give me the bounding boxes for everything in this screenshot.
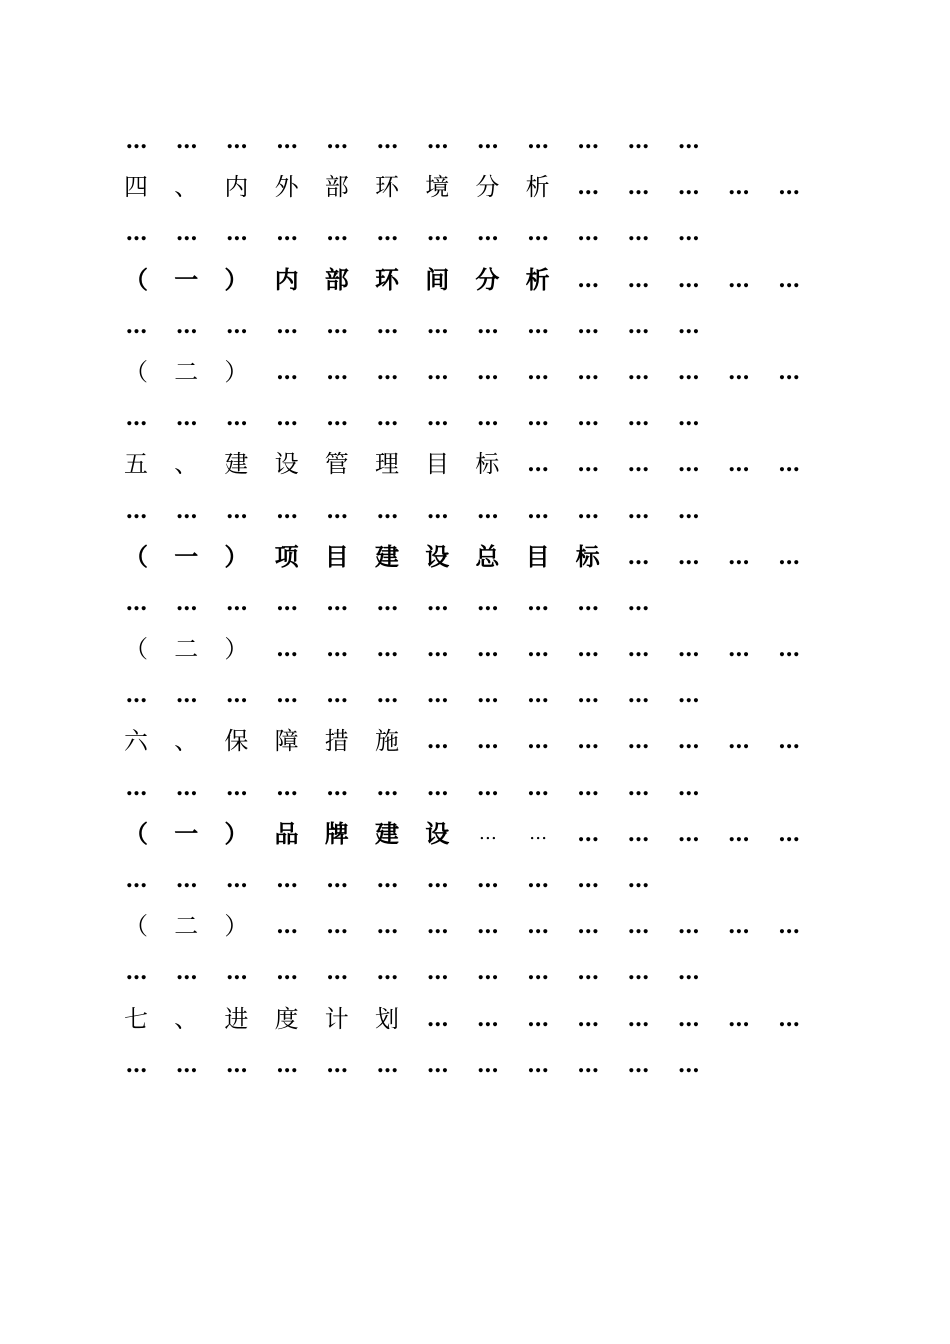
dot-leader: … <box>175 1051 197 1078</box>
toc-char: 管 <box>324 450 349 479</box>
dot-leader: … <box>476 959 498 986</box>
toc-char: 牌 <box>324 818 349 848</box>
toc-leader-line <box>111 672 831 718</box>
dot-leader: … <box>225 405 247 432</box>
dot-leader: … <box>225 497 247 524</box>
dot-leader: … <box>527 728 549 755</box>
dot-leader: … <box>577 867 599 893</box>
dot-leader: … <box>376 497 398 524</box>
toc-char: 部 <box>324 264 349 294</box>
dot-leader: … <box>778 820 800 847</box>
toc-char: 二 <box>174 357 199 386</box>
dot-leader: … <box>426 312 448 339</box>
dot-leader: … <box>577 497 599 524</box>
dot-leader: … <box>727 1005 749 1032</box>
dot-leader: … <box>677 774 699 801</box>
dot-leader: … <box>778 174 800 201</box>
dot-leader: … <box>627 405 649 432</box>
dot-leader: … <box>125 497 147 524</box>
dot-leader: … <box>577 358 599 385</box>
dot-leader: … <box>529 822 547 844</box>
dot-leader: … <box>326 497 348 524</box>
dot-leader: … <box>175 774 197 801</box>
toc-char: 间 <box>425 264 450 294</box>
dot-leader: … <box>125 959 147 986</box>
toc-char: （ <box>124 818 148 848</box>
dot-leader: … <box>577 589 599 616</box>
toc-char: 目 <box>425 450 450 479</box>
dot-leader: … <box>627 867 649 893</box>
dot-leader: … <box>778 266 800 293</box>
dot-leader: … <box>175 312 197 339</box>
dot-leader: … <box>326 959 348 986</box>
dot-leader: … <box>476 358 498 385</box>
dot-leader: … <box>627 1005 649 1032</box>
toc-leader-line <box>111 949 831 995</box>
dot-leader: … <box>426 636 448 663</box>
toc-leader-line <box>111 488 831 534</box>
toc-char: 环 <box>375 264 399 294</box>
toc-entry <box>111 903 831 949</box>
dot-leader: … <box>175 867 197 893</box>
dot-leader: … <box>125 774 147 801</box>
toc-char: 障 <box>274 727 299 756</box>
dot-leader: … <box>225 128 247 154</box>
dot-leader: … <box>577 959 599 986</box>
toc-char: 、 <box>174 450 199 479</box>
dot-leader: … <box>577 728 599 755</box>
dot-leader: … <box>527 128 549 154</box>
dot-leader: … <box>476 913 498 940</box>
dot-leader: … <box>527 589 549 616</box>
toc-char: 施 <box>375 727 399 756</box>
toc-char: （ <box>124 264 148 294</box>
dot-leader: … <box>577 1051 599 1078</box>
dot-leader: … <box>175 589 197 616</box>
dot-leader: … <box>476 867 498 893</box>
toc-char: （ <box>124 635 148 664</box>
toc-char: ） <box>224 818 249 848</box>
dot-leader: … <box>125 405 147 432</box>
dot-leader: … <box>175 497 197 524</box>
toc-char: 目 <box>525 541 550 571</box>
dot-leader: … <box>476 1051 498 1078</box>
dot-leader: … <box>225 589 247 616</box>
dot-leader: … <box>276 128 298 154</box>
dot-leader: … <box>527 451 549 478</box>
dot-leader: … <box>527 867 549 893</box>
dot-leader: … <box>225 774 247 801</box>
dot-leader: … <box>677 959 699 986</box>
toc-char: 设 <box>425 541 450 571</box>
dot-leader: … <box>627 543 649 570</box>
table-of-contents <box>111 118 831 1088</box>
dot-leader: … <box>677 451 699 478</box>
dot-leader: … <box>527 959 549 986</box>
dot-leader: … <box>677 128 699 154</box>
dot-leader: … <box>376 220 398 247</box>
toc-char: 一 <box>174 264 199 294</box>
dot-leader: … <box>627 959 649 986</box>
dot-leader: … <box>326 867 348 893</box>
dot-leader: … <box>727 728 749 755</box>
dot-leader: … <box>727 636 749 663</box>
dot-leader: … <box>376 913 398 940</box>
dot-leader: … <box>527 913 549 940</box>
dot-leader: … <box>527 636 549 663</box>
dot-leader: … <box>627 820 649 847</box>
toc-char: ） <box>224 635 249 664</box>
toc-entry <box>111 164 831 210</box>
dot-leader: … <box>577 682 599 709</box>
dot-leader: … <box>627 728 649 755</box>
dot-leader: … <box>426 589 448 616</box>
dot-leader: … <box>326 682 348 709</box>
dot-leader: … <box>376 774 398 801</box>
dot-leader: … <box>627 1051 649 1078</box>
dot-leader: … <box>627 589 649 616</box>
toc-char: 总 <box>475 541 500 571</box>
toc-char: 一 <box>174 541 199 571</box>
dot-leader: … <box>727 820 749 847</box>
dot-leader: … <box>476 1005 498 1032</box>
dot-leader: … <box>677 913 699 940</box>
toc-char: 析 <box>525 264 550 294</box>
dot-leader: … <box>577 913 599 940</box>
dot-leader: … <box>677 266 699 293</box>
dot-leader: … <box>627 682 649 709</box>
dot-leader: … <box>577 820 599 847</box>
dot-leader: … <box>426 728 448 755</box>
dot-leader: … <box>778 1005 800 1032</box>
dot-leader: … <box>677 1051 699 1078</box>
toc-char: 建 <box>375 818 399 848</box>
toc-char: 进 <box>224 1004 249 1033</box>
dot-leader: … <box>426 959 448 986</box>
toc-char: ） <box>224 912 249 941</box>
dot-leader: … <box>778 451 800 478</box>
dot-leader: … <box>527 1051 549 1078</box>
dot-leader: … <box>577 451 599 478</box>
dot-leader: … <box>426 220 448 247</box>
toc-char: 境 <box>425 173 450 202</box>
dot-leader: … <box>426 497 448 524</box>
dot-leader: … <box>476 774 498 801</box>
dot-leader: … <box>276 312 298 339</box>
toc-char: 品 <box>274 818 299 848</box>
dot-leader: … <box>778 913 800 940</box>
dot-leader: … <box>276 913 298 940</box>
toc-entry <box>111 718 831 764</box>
dot-leader: … <box>426 774 448 801</box>
dot-leader: … <box>677 220 699 247</box>
dot-leader: … <box>175 959 197 986</box>
dot-leader: … <box>125 682 147 709</box>
dot-leader: … <box>326 636 348 663</box>
dot-leader: … <box>376 1051 398 1078</box>
dot-leader: … <box>376 358 398 385</box>
dot-leader: … <box>577 636 599 663</box>
dot-leader: … <box>527 358 549 385</box>
toc-char: 标 <box>575 541 600 571</box>
dot-leader: … <box>677 497 699 524</box>
dot-leader: … <box>677 682 699 709</box>
dot-leader: … <box>627 636 649 663</box>
dot-leader: … <box>627 220 649 247</box>
toc-char: 内 <box>274 264 299 294</box>
toc-leader-line <box>111 580 831 626</box>
dot-leader: … <box>225 959 247 986</box>
dot-leader: … <box>727 358 749 385</box>
toc-char: 六 <box>124 727 148 756</box>
toc-leader-line <box>111 765 831 811</box>
dot-leader: … <box>376 312 398 339</box>
dot-leader: … <box>727 451 749 478</box>
toc-char: 、 <box>174 173 199 202</box>
toc-char: 部 <box>324 173 349 202</box>
dot-leader: … <box>627 774 649 801</box>
dot-leader: … <box>476 497 498 524</box>
dot-leader: … <box>175 405 197 432</box>
dot-leader: … <box>276 774 298 801</box>
dot-leader: … <box>276 1051 298 1078</box>
dot-leader: … <box>677 543 699 570</box>
dot-leader: … <box>627 358 649 385</box>
dot-leader: … <box>276 405 298 432</box>
toc-entry <box>111 257 831 303</box>
dot-leader: … <box>376 128 398 154</box>
dot-leader: … <box>476 405 498 432</box>
toc-char: 理 <box>375 450 399 479</box>
dot-leader: … <box>376 682 398 709</box>
dot-leader: … <box>577 174 599 201</box>
toc-char: 保 <box>224 727 249 756</box>
dot-leader: … <box>276 636 298 663</box>
dot-leader: … <box>476 589 498 616</box>
dot-leader: … <box>476 128 498 154</box>
dot-leader: … <box>727 266 749 293</box>
toc-entry <box>111 811 831 857</box>
toc-char: 建 <box>375 541 399 571</box>
toc-char: 分 <box>475 173 500 202</box>
dot-leader: … <box>426 358 448 385</box>
toc-char: 七 <box>124 1004 148 1033</box>
dot-leader: … <box>225 312 247 339</box>
toc-char: （ <box>124 912 148 941</box>
toc-char: 设 <box>425 818 450 848</box>
dot-leader: … <box>125 312 147 339</box>
dot-leader: … <box>778 636 800 663</box>
toc-char: 二 <box>174 912 199 941</box>
toc-char: 外 <box>274 173 299 202</box>
dot-leader: … <box>276 959 298 986</box>
dot-leader: … <box>426 405 448 432</box>
dot-leader: … <box>677 312 699 339</box>
dot-leader: … <box>426 128 448 154</box>
dot-leader: … <box>527 405 549 432</box>
dot-leader: … <box>527 497 549 524</box>
toc-leader-line <box>111 118 831 164</box>
dot-leader: … <box>677 405 699 432</box>
dot-leader: … <box>276 220 298 247</box>
dot-leader: … <box>677 174 699 201</box>
dot-leader: … <box>627 451 649 478</box>
toc-entry <box>111 349 831 395</box>
toc-entry <box>111 441 831 487</box>
dot-leader: … <box>326 913 348 940</box>
dot-leader: … <box>476 728 498 755</box>
dot-leader: … <box>125 867 147 893</box>
toc-char: 设 <box>274 450 299 479</box>
dot-leader: … <box>276 867 298 893</box>
dot-leader: … <box>577 1005 599 1032</box>
toc-char: ） <box>224 357 249 386</box>
dot-leader: … <box>125 220 147 247</box>
dot-leader: … <box>326 1051 348 1078</box>
dot-leader: … <box>627 266 649 293</box>
dot-leader: … <box>175 682 197 709</box>
dot-leader: … <box>175 220 197 247</box>
dot-leader: … <box>727 543 749 570</box>
dot-leader: … <box>326 589 348 616</box>
dot-leader: … <box>125 128 147 154</box>
dot-leader: … <box>125 589 147 616</box>
dot-leader: … <box>627 913 649 940</box>
dot-leader: … <box>478 822 496 844</box>
dot-leader: … <box>677 820 699 847</box>
toc-char: 环 <box>375 173 399 202</box>
dot-leader: … <box>476 220 498 247</box>
dot-leader: … <box>426 1005 448 1032</box>
toc-char: 建 <box>224 450 249 479</box>
dot-leader: … <box>326 358 348 385</box>
dot-leader: … <box>376 636 398 663</box>
dot-leader: … <box>677 728 699 755</box>
dot-leader: … <box>276 589 298 616</box>
dot-leader: … <box>527 682 549 709</box>
dot-leader: … <box>577 405 599 432</box>
toc-leader-line <box>111 1042 831 1088</box>
dot-leader: … <box>225 867 247 893</box>
dot-leader: … <box>727 174 749 201</box>
dot-leader: … <box>276 682 298 709</box>
toc-leader-line <box>111 210 831 256</box>
toc-entry <box>111 996 831 1042</box>
dot-leader: … <box>426 867 448 893</box>
dot-leader: … <box>376 867 398 893</box>
dot-leader: … <box>175 128 197 154</box>
dot-leader: … <box>677 1005 699 1032</box>
toc-char: 四 <box>124 173 148 202</box>
toc-char: 目 <box>324 541 349 571</box>
dot-leader: … <box>225 1051 247 1078</box>
dot-leader: … <box>627 312 649 339</box>
toc-char: 标 <box>475 450 500 479</box>
dot-leader: … <box>476 312 498 339</box>
dot-leader: … <box>326 128 348 154</box>
dot-leader: … <box>577 220 599 247</box>
dot-leader: … <box>426 1051 448 1078</box>
dot-leader: … <box>627 497 649 524</box>
dot-leader: … <box>527 220 549 247</box>
dot-leader: … <box>527 1005 549 1032</box>
toc-leader-line <box>111 857 831 903</box>
toc-char: 划 <box>375 1004 399 1033</box>
toc-char: 一 <box>174 818 199 848</box>
dot-leader: … <box>225 682 247 709</box>
toc-char: 分 <box>475 264 500 294</box>
dot-leader: … <box>426 913 448 940</box>
toc-char: 度 <box>274 1004 299 1033</box>
dot-leader: … <box>476 682 498 709</box>
dot-leader: … <box>577 774 599 801</box>
dot-leader: … <box>677 636 699 663</box>
dot-leader: … <box>527 312 549 339</box>
dot-leader: … <box>326 220 348 247</box>
toc-entry <box>111 626 831 672</box>
dot-leader: … <box>577 312 599 339</box>
toc-char: ） <box>224 541 249 571</box>
toc-entry <box>111 534 831 580</box>
dot-leader: … <box>677 358 699 385</box>
dot-leader: … <box>225 220 247 247</box>
toc-char: （ <box>124 357 148 386</box>
toc-char: 二 <box>174 635 199 664</box>
toc-char: 措 <box>324 727 349 756</box>
dot-leader: … <box>376 959 398 986</box>
dot-leader: … <box>577 266 599 293</box>
dot-leader: … <box>426 682 448 709</box>
toc-char: 五 <box>124 450 148 479</box>
toc-char: 、 <box>174 1004 199 1033</box>
dot-leader: … <box>778 728 800 755</box>
dot-leader: … <box>326 774 348 801</box>
dot-leader: … <box>476 636 498 663</box>
toc-char: 析 <box>525 173 550 202</box>
dot-leader: … <box>778 543 800 570</box>
toc-char: 项 <box>274 541 299 571</box>
toc-char: （ <box>124 541 148 571</box>
dot-leader: … <box>326 312 348 339</box>
dot-leader: … <box>577 128 599 154</box>
toc-char: ） <box>224 264 249 294</box>
toc-leader-line <box>111 395 831 441</box>
dot-leader: … <box>527 774 549 801</box>
dot-leader: … <box>778 358 800 385</box>
dot-leader: … <box>627 174 649 201</box>
dot-leader: … <box>276 497 298 524</box>
toc-char: 计 <box>324 1004 349 1033</box>
dot-leader: … <box>276 358 298 385</box>
dot-leader: … <box>326 405 348 432</box>
dot-leader: … <box>727 913 749 940</box>
toc-char: 、 <box>174 727 199 756</box>
dot-leader: … <box>125 1051 147 1078</box>
dot-leader: … <box>376 405 398 432</box>
toc-char: 内 <box>224 173 249 202</box>
dot-leader: … <box>376 589 398 616</box>
dot-leader: … <box>627 128 649 154</box>
toc-leader-line <box>111 303 831 349</box>
